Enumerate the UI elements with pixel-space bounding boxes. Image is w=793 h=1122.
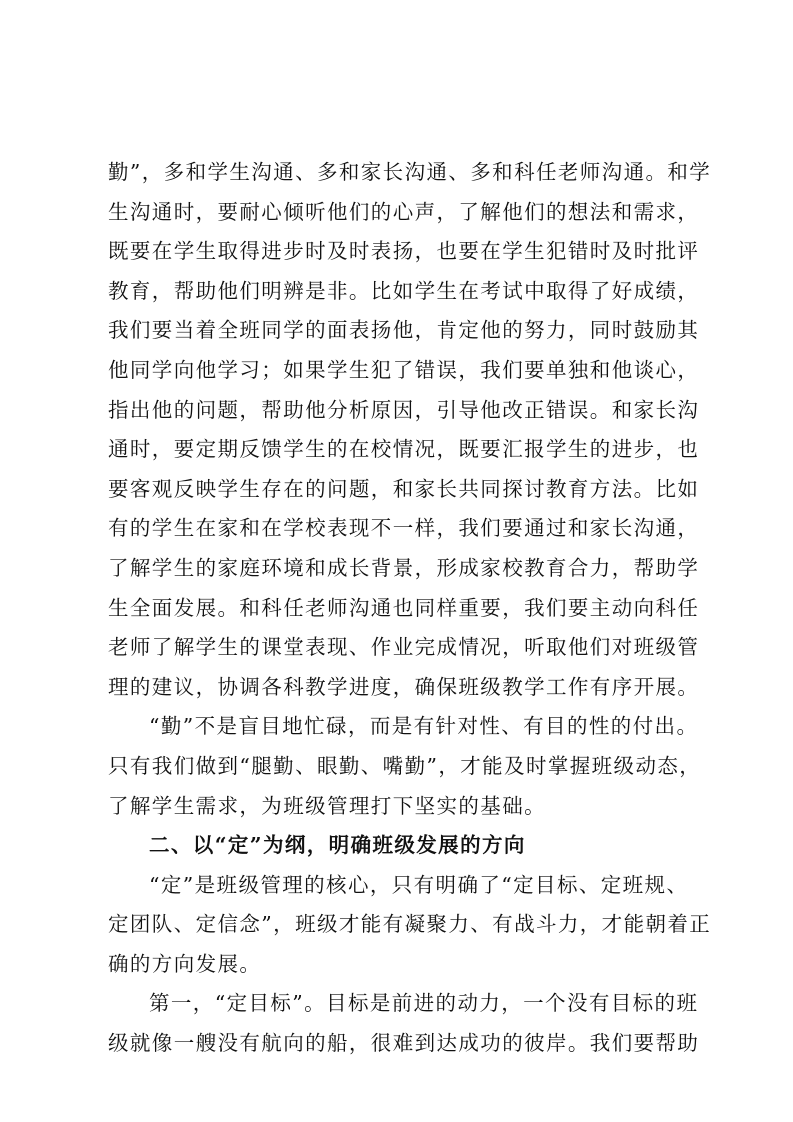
body-text (108, 153, 712, 1064)
text-line: 了解学生需求，为班级管理打下坚实的基础。 (108, 793, 546, 818)
text-line: 他同学向他学习；如果学生犯了错误，我们要单独和他谈心， (108, 357, 700, 382)
text-line: 老师了解学生的课堂表现、作业完成情况，听取他们对班级管 (108, 635, 700, 660)
text-line: 定团队、定信念”，班级才能有凝聚力、有战斗力，才能朝着正 (108, 912, 712, 937)
text-line: 我们要当着全班同学的面表扬他，肯定他的努力，同时鼓励其 (108, 318, 700, 343)
text-line: 确的方向发展。 (108, 951, 262, 976)
section-heading: 二、以“定”为纲，明确班级发展的方向 (149, 833, 526, 858)
text-line: 生沟通时，要耐心倾听他们的心声，了解他们的想法和需求， (108, 199, 700, 224)
text-line: 有的学生在家和在学校表现不一样，我们要通过和家长沟通， (108, 516, 700, 541)
text-line: 勤”，多和学生沟通、多和家长沟通、多和科任老师沟通。和学 (108, 160, 712, 184)
text-line: 级就像一艘没有航向的船，很难到达成功的彼岸。我们要帮助 (108, 1031, 700, 1056)
text-line: 了解学生的家庭环境和成长背景，形成家校教育合力，帮助学 (108, 555, 700, 580)
text-line: 只有我们做到“腿勤、眼勤、嘴勤”，才能及时掌握班级动态， (108, 753, 702, 778)
paragraph-start-line: 第一，“定目标”。目标是前进的动力，一个没有目标的班 (149, 991, 699, 1016)
text-line: 既要在学生取得进步时及时表扬，也要在学生犯错时及时批评 (108, 239, 700, 264)
text-line: 要客观反映学生存在的问题，和家长共同探讨教育方法。比如 (108, 476, 700, 501)
paragraph-start-line: “勤”不是盲目地忙碌，而是有针对性、有目的性的付出。 (149, 714, 699, 739)
text-line: 指出他的问题，帮助他分析原因，引导他改正错误。和家长沟 (108, 397, 700, 422)
text-line: 教育，帮助他们明辨是非。比如学生在考试中取得了好成绩， (108, 278, 700, 303)
text-line: 生全面发展。和科任老师沟通也同样重要，我们要主动向科任 (108, 595, 700, 620)
text-line: 通时，要定期反馈学生的在校情况，既要汇报学生的进步，也 (108, 437, 700, 462)
paragraph-start-line: “定”是班级管理的核心，只有明确了“定目标、定班规、 (149, 872, 689, 897)
text-line: 理的建议，协调各科教学进度，确保班级教学工作有序开展。 (108, 674, 700, 699)
